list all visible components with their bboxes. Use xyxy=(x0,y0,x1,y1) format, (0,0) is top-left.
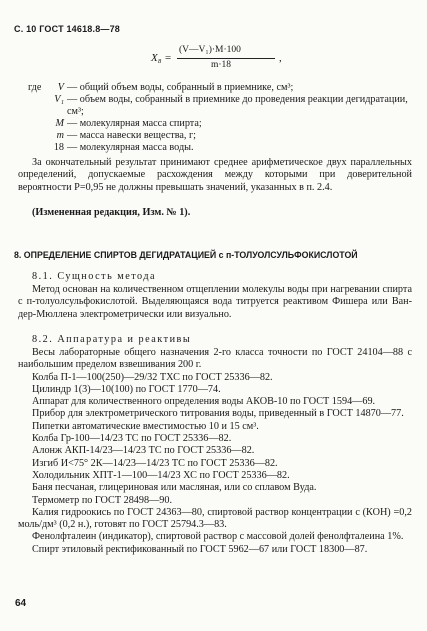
formula-numerator: (V—V₁)·M·100 xyxy=(179,45,241,55)
page-number: 64 xyxy=(15,598,27,609)
formula-tail: , xyxy=(279,52,282,64)
list-item: Калия гидроокись по ГОСТ 24363—80, спиртовой раствор концентрации с (КОН) =0,2 моль/дм³ (0,2 н.), готовят по ГОСТ 25794.3—83. xyxy=(18,506,412,531)
list-item: Спирт этиловый ректификованный по ГОСТ 5962—67 или ГОСТ 18300—87. xyxy=(32,543,368,555)
list-item: Фенолфталеин (индикатор), спиртовой раствор с массовой долей фенолфталеина 1%. xyxy=(32,531,404,543)
list-item: Баня песчаная, глицериновая или масляная, или со сплавом Вуда. xyxy=(32,482,317,494)
formula-lhs: X₈ = xyxy=(151,52,172,64)
list-item: Колба Гр-100—14/23 ТС по ГОСТ 25336—82. xyxy=(32,433,232,445)
definition-text: — объем воды, собранный в приемнике до проведения реакции дегидратации, см³; xyxy=(67,94,408,117)
amendment-note: (Измененная редакция, Изм. № 1). xyxy=(32,207,191,218)
list-item: Изгиб И<75° 2К—14/23—14/23 ТС по ГОСТ 25336—82. xyxy=(32,457,278,469)
definition-symbol: 18 xyxy=(53,142,64,153)
subsection-title: 8.1. Сущность метода xyxy=(32,271,157,282)
subsection-title: 8.2. Аппаратура и реактивы xyxy=(32,334,192,345)
definition-text: — молекулярная масса воды. xyxy=(67,142,194,153)
definition-symbol: m xyxy=(56,130,64,141)
equipment-list xyxy=(18,347,412,556)
section-title: 8. ОПРЕДЕЛЕНИЕ СПИРТОВ ДЕГИДРАТАЦИЕЙ с п-ТОЛУОЛСУЛЬФОКИСЛОТОЙ xyxy=(14,250,358,260)
variable-definitions xyxy=(28,82,416,154)
definition-symbol: V xyxy=(57,82,64,93)
result-paragraph: За окончательный результат принимают среднее арифметическое двух параллельных определений, допускаемые расхождения между которыми при доверительной вероятности P=0,95 не должны превышать значений, указанных в п. 2.4. xyxy=(18,157,412,193)
list-item: Пипетки автоматические вместимостью 10 и 15 см³. xyxy=(32,420,259,432)
list-item: Холодильник ХПТ-1—100—14/23 ХС по ГОСТ 25336—82. xyxy=(32,469,290,481)
method-paragraph: Метод основан на количественном отщеплении молекулы воды при нагревании спирта с п-толуолсульфокислотой. Выделяющаяся вода титруется реактивом Фишера или Ван-дер-Мюллена электрометрически или визуально. xyxy=(18,284,412,320)
definition-item xyxy=(36,142,416,154)
formula xyxy=(151,40,291,74)
list-item: Цилиндр 1(3)—10(100) по ГОСТ 1770—74. xyxy=(32,383,221,395)
list-item: Термометр по ГОСТ 28498—90. xyxy=(32,494,172,506)
page-header: С. 10 ГОСТ 14618.8—78 xyxy=(14,24,121,34)
definition-symbol: M xyxy=(55,118,64,129)
definition-item xyxy=(36,130,416,142)
definition-item xyxy=(36,94,416,118)
definition-text: — масса навески вещества, г; xyxy=(67,130,197,141)
definition-item xyxy=(36,82,416,94)
formula-denominator: m·18 xyxy=(211,60,232,70)
definition-symbol: V₁ xyxy=(54,94,64,105)
fraction-bar xyxy=(177,58,275,59)
list-item: Колба П-1—100(250)—29/32 ТХС по ГОСТ 25336—82. xyxy=(32,371,273,383)
definition-item xyxy=(36,118,416,130)
list-item: Аппарат для количественного определения воды АКОВ-10 по ГОСТ 1594—69. xyxy=(32,396,376,408)
where-word: где xyxy=(28,82,42,93)
list-item: Алонж АКП-14/23—14/23 ТС по ГОСТ 25336—82. xyxy=(32,445,255,457)
list-item: Прибор для электрометрического титрования воды, приведенный в ГОСТ 14870—77. xyxy=(32,408,404,420)
definition-text: — молекулярная масса спирта; xyxy=(67,118,202,129)
definition-text: — общий объем воды, собранный в приемнике, см³; xyxy=(67,82,294,93)
list-item: Весы лабораторные общего назначения 2-го класса точности по ГОСТ 24104—88 с наибольшим пределом взвешивания 200 г. xyxy=(18,347,412,371)
